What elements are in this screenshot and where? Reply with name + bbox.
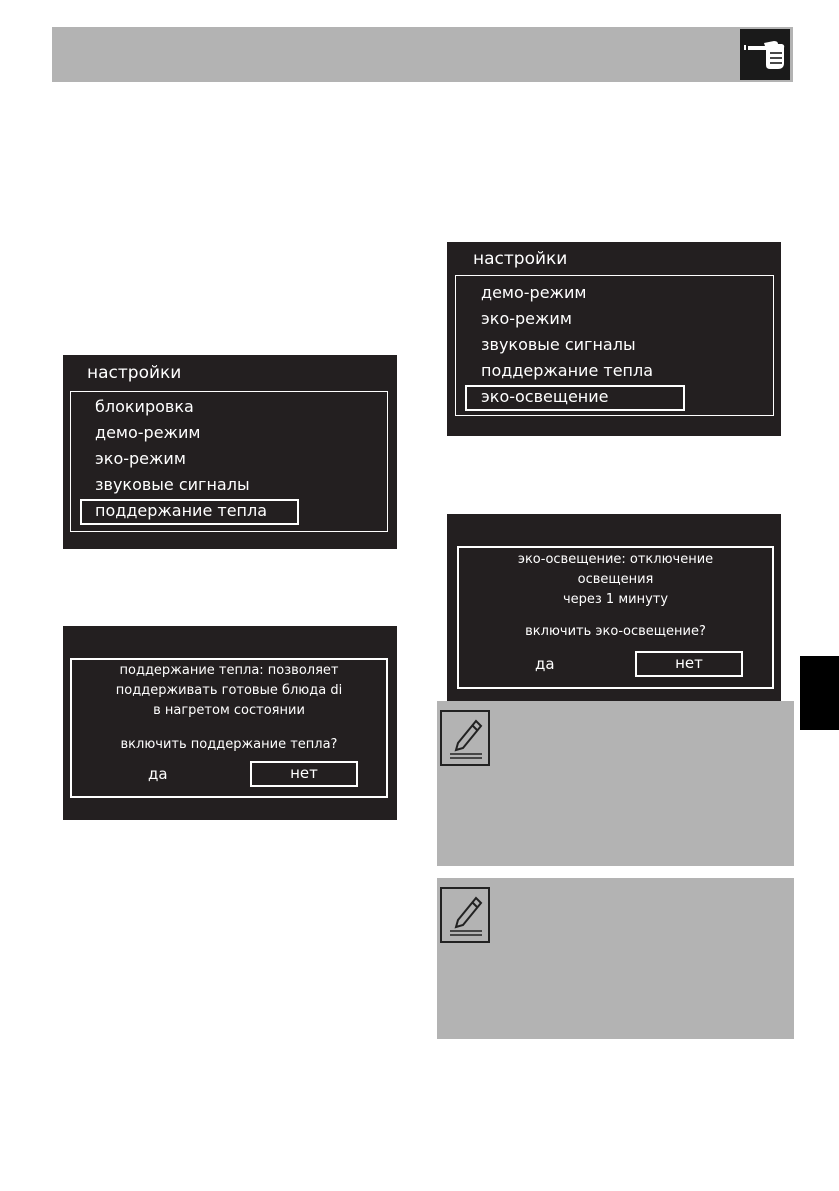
dialog-question: включить эко-освещение? bbox=[525, 624, 706, 639]
screen-title: настройки bbox=[87, 363, 182, 383]
menu-item-eco-lighting[interactable]: эко-освещение bbox=[481, 387, 609, 406]
dialog-text-line: поддержание тепла: позволяет bbox=[119, 663, 339, 678]
note-box-1 bbox=[437, 701, 794, 866]
header-bar bbox=[52, 27, 793, 82]
pencil-note-icon bbox=[440, 710, 490, 766]
dialog-text-line: через 1 минуту bbox=[562, 592, 669, 607]
menu-item-demo-mode[interactable]: демо-режим bbox=[95, 423, 201, 442]
menu-item-sound-signals[interactable]: звуковые сигналы bbox=[481, 335, 636, 354]
yes-option[interactable]: да bbox=[148, 765, 168, 783]
dialog-text-line: в нагретом состоянии bbox=[153, 703, 305, 718]
menu-item-eco-mode[interactable]: эко-режим bbox=[481, 309, 572, 328]
dialog-question: включить поддержание тепла? bbox=[120, 737, 338, 752]
menu-item-keep-warm[interactable]: поддержание тепла bbox=[481, 361, 654, 380]
menu-item-sound-signals[interactable]: звуковые сигналы bbox=[95, 475, 250, 494]
screen-title: настройки bbox=[473, 249, 568, 269]
yes-option[interactable]: да bbox=[535, 655, 555, 673]
dialog-frame bbox=[70, 658, 388, 798]
settings-screen-1 bbox=[63, 355, 397, 549]
dialog-text-line: поддерживать готовые блюда di bbox=[115, 683, 343, 698]
section-side-tab bbox=[800, 656, 839, 730]
menu-item-lock[interactable]: блокировка bbox=[95, 397, 194, 416]
settings-screen-2 bbox=[447, 242, 781, 436]
eco-lighting-dialog-screen bbox=[447, 514, 781, 706]
dialog-text-line: эко-освещение: отключение bbox=[517, 552, 714, 567]
dialog-frame bbox=[457, 546, 774, 689]
note-box-2 bbox=[437, 878, 794, 1039]
no-option[interactable]: нет bbox=[250, 761, 358, 787]
keep-warm-dialog-screen bbox=[63, 626, 397, 820]
menu-item-demo-mode[interactable]: демо-режим bbox=[481, 283, 587, 302]
menu-item-eco-mode[interactable]: эко-режим bbox=[95, 449, 186, 468]
dialog-text-line: освещения bbox=[577, 572, 654, 587]
no-option[interactable]: нет bbox=[635, 651, 743, 677]
pointing-hand-icon bbox=[740, 29, 790, 80]
menu-item-keep-warm[interactable]: поддержание тепла bbox=[95, 501, 268, 520]
pencil-note-icon bbox=[440, 887, 490, 943]
